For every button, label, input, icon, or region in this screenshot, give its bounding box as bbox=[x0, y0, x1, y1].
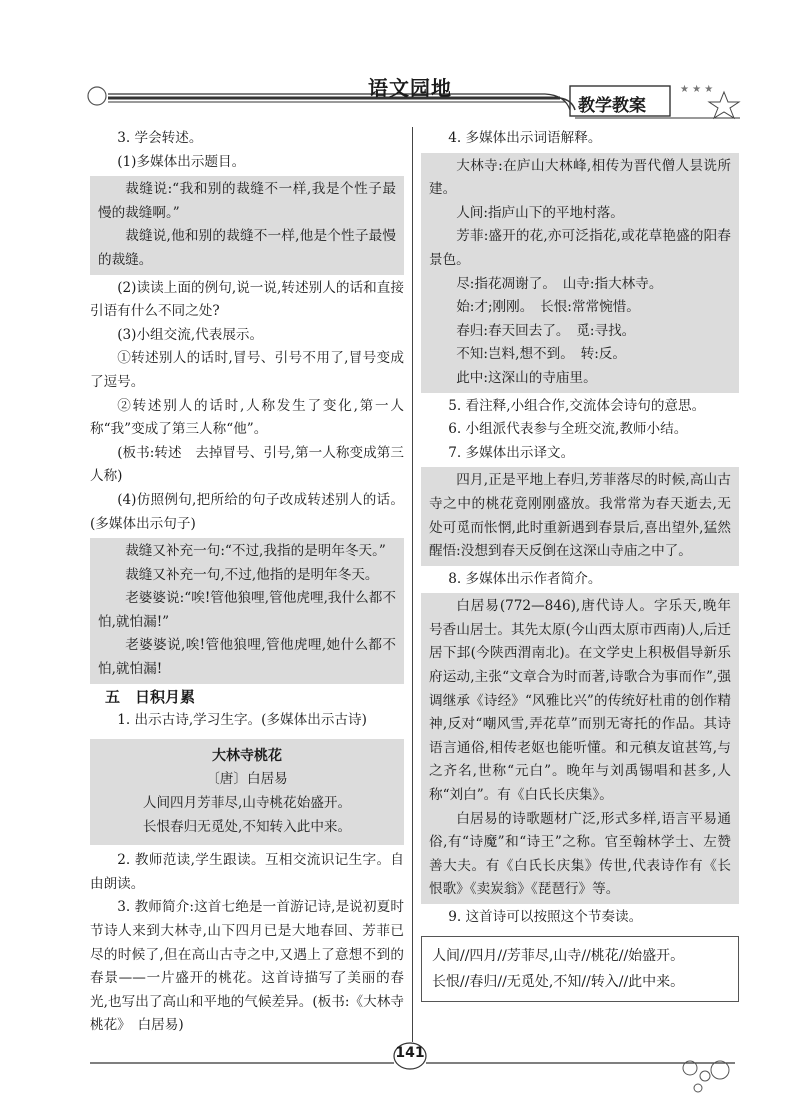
svg-text:★ ★ ★: ★ ★ ★ bbox=[680, 84, 714, 95]
paragraph: 6. 小组派代表参与全班交流,教师小结。 bbox=[448, 421, 688, 438]
box-line: 裁缝说:“我和别的裁缝不一样,我是个性子最慢的裁缝啊。” bbox=[98, 181, 396, 221]
poem-box bbox=[90, 739, 404, 845]
rhythm-box bbox=[421, 936, 739, 1002]
poem-line: 人间四月芳菲尽,山寺桃花始盛开。 bbox=[142, 795, 352, 812]
paragraph: (3)小组交流,代表展示。 bbox=[117, 326, 264, 343]
translation-box bbox=[421, 467, 739, 565]
box-line: 白居易的诗歌题材广泛,形式多样,语言平易通俗,有“诗魔”和“诗王”之称。官至翰林学士、左赞善大夫。有《白氏长庆集》传世,代表诗作有《长恨歌》《卖炭翁》《琵琶行》等。 bbox=[429, 810, 731, 898]
paragraph: 3. 学会转述。 bbox=[117, 130, 203, 146]
blackboard-note: (板书:转述 去掉冒号、引号,第一人称变成第三人称) bbox=[90, 444, 404, 485]
paragraph: 8. 多媒体出示作者简介。 bbox=[448, 570, 602, 587]
paragraph: 1. 出示古诗,学习生字。(多媒体出示古诗) bbox=[117, 712, 367, 729]
poem-author: 〔唐〕白居易 bbox=[206, 771, 288, 788]
paragraph: 3. 教师简介:这首七绝是一首游记诗,是说初夏时节诗人来到大林寺,山下四月已是大地春回、芳菲已尽的时候了,但在高山古寺之中,又遇上了意想不到的春景——一片盛开的桃花。这首诗描写了美丽的春光,也写出了高山和平地的气候差异。(板书:《大林寺桃花》 白居易) bbox=[90, 899, 404, 1034]
left-column bbox=[90, 127, 404, 1038]
paragraph: (4)仿照例句,把所给的句子改成转述别人的话。(多媒体出示句子) bbox=[90, 491, 404, 532]
rhythm-line: 人间//四月//芳菲尽,山寺//桃花//始盛开。 bbox=[432, 947, 685, 964]
page-number: 141 bbox=[395, 1045, 425, 1061]
header-decoration bbox=[0, 0, 800, 125]
paragraph: ②转述别人的话时,人称发生了变化,第一人称“我”变成了第三人称“他”。 bbox=[90, 397, 404, 438]
book-label: 教学教案 bbox=[578, 96, 646, 116]
poem-line: 长恨春归无觅处,不知转入此中来。 bbox=[142, 818, 352, 835]
page-footer bbox=[0, 1030, 800, 1112]
box-line: 大林寺:在庐山大林峰,相传为晋代僧人昙诜所建。 bbox=[429, 157, 731, 198]
page-header bbox=[0, 0, 800, 125]
box-line: 老婆婆说:“唉!管他狼哩,管他虎哩,我什么都不怕,就怕漏!” bbox=[98, 590, 396, 630]
box-line: 不知:岂料,想不到。 转:反。 bbox=[456, 346, 626, 363]
poem-title: 大林寺桃花 bbox=[212, 747, 282, 764]
paragraph: (1)多媒体出示题目。 bbox=[117, 153, 246, 170]
box-line: 尽:指花凋谢了。 山寺:指大林寺。 bbox=[456, 275, 663, 292]
paragraph: ①转述别人的话时,冒号、引号不用了,冒号变成了逗号。 bbox=[90, 350, 404, 390]
column-divider bbox=[412, 127, 413, 1042]
paragraph: 5. 看注释,小组合作,交流体会诗句的意思。 bbox=[448, 397, 706, 414]
glossary-box bbox=[421, 153, 739, 393]
author-bio-box bbox=[421, 593, 739, 904]
box-line: 裁缝又补充一句:“不过,我指的是明年冬天。” bbox=[125, 543, 386, 560]
paragraph: 7. 多媒体出示译文。 bbox=[448, 444, 575, 461]
paragraph: (2)读读上面的例句,说一说,转述别人的话和直接引语有什么不同之处? bbox=[90, 279, 404, 320]
example-box bbox=[90, 176, 404, 274]
box-line: 始:才;刚刚。 长恨:常常惋惜。 bbox=[456, 299, 640, 316]
box-line: 老婆婆说,唉!管他狼哩,管他虎哩,她什么都不怕,就怕漏! bbox=[98, 637, 396, 678]
example-box bbox=[90, 538, 404, 684]
box-line: 四月,正是平地上春归,芳菲落尽的时候,高山古寺之中的桃花竟刚刚盛放。我常常为春天逝去,无处可觅而怅惘,此时重新遇到春景后,喜出望外,猛然醒悟:没想到春天反倒在这深山寺庙之中了。 bbox=[429, 472, 731, 560]
box-line: 裁缝说,他和别的裁缝不一样,他是个性子最慢的裁缝。 bbox=[98, 228, 396, 268]
section-title: 语文园地 bbox=[368, 76, 452, 100]
box-line: 裁缝又补充一句,不过,他指的是明年冬天。 bbox=[125, 566, 379, 583]
paragraph: 9. 这首诗可以按照这个节奏读。 bbox=[448, 909, 643, 925]
rhythm-line: 长恨//春归//无觅处,不知//转入//此中来。 bbox=[432, 973, 685, 990]
right-column bbox=[421, 127, 739, 1002]
paragraph: 4. 多媒体出示词语解释。 bbox=[448, 130, 602, 146]
paragraph: 2. 教师范读,学生跟读。互相交流识记生字。自由朗读。 bbox=[90, 852, 404, 892]
footer-decoration bbox=[0, 1030, 800, 1112]
section-heading: 五 日积月累 bbox=[105, 687, 196, 706]
box-line: 人间:指庐山下的平地村落。 bbox=[456, 204, 624, 221]
box-line: 芳菲:盛开的花,亦可泛指花,或花草艳盛的阳春景色。 bbox=[429, 228, 731, 268]
box-line: 春归:春天回去了。 觅:寻找。 bbox=[456, 322, 636, 339]
box-line: 此中:这深山的寺庙里。 bbox=[456, 369, 597, 386]
box-line: 白居易(772—846),唐代诗人。字乐天,晚年号香山居士。其先太原(今山西太原市西南)人,后迁居下邽(今陕西渭南北)。在文学史上积极倡导新乐府运动,主张“文章合为时而著,诗歌合为事而作”,强调继承《诗经》“风雅比兴”的传统好杜甫的创作精神,反对“嘲风雪,弄花草”而别无寄托的作品。其诗语言通俗,相传老妪也能听懂。和元稹友谊甚笃,与之齐名,世称“元白”。晚年与刘禹锡唱和甚多,人称“刘白”。有《白氏长庆集》。 bbox=[429, 598, 731, 804]
